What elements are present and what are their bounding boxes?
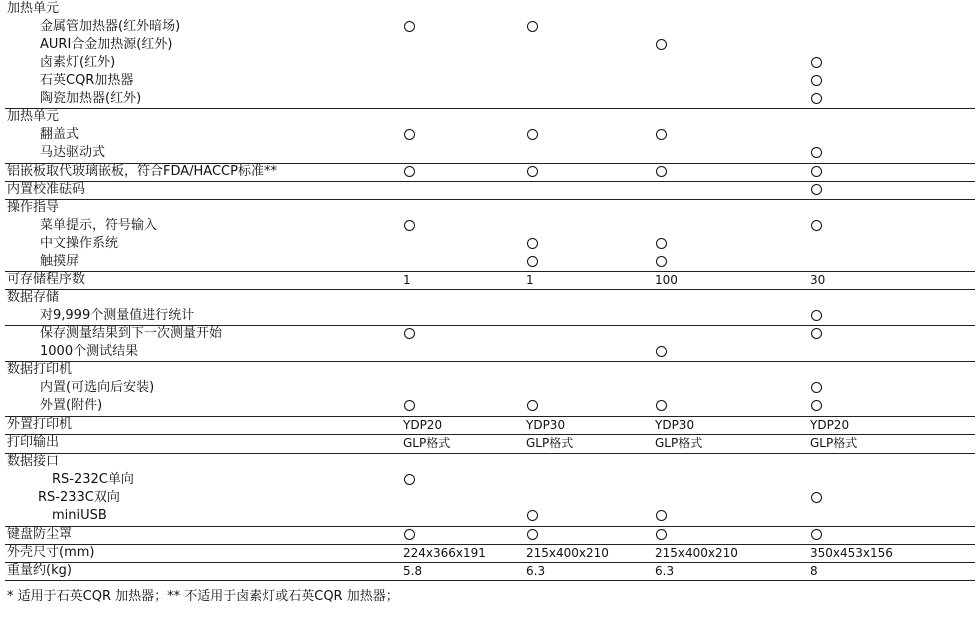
table-row bbox=[0, 199, 978, 217]
table-cell: YDP30 bbox=[655, 418, 695, 432]
row-label: 外壳尺寸(mm) bbox=[7, 545, 95, 560]
availability-circle-icon bbox=[811, 93, 822, 104]
row-label: 对9,999个测量值进行统计 bbox=[40, 308, 195, 323]
availability-circle-icon bbox=[527, 21, 538, 32]
availability-circle-icon bbox=[404, 129, 415, 140]
availability-circle-icon bbox=[656, 166, 667, 177]
table-row bbox=[0, 36, 978, 54]
row-divider bbox=[5, 580, 975, 581]
table-cell: GLP格式 bbox=[526, 436, 574, 450]
row-label: 加热单元 bbox=[7, 1, 60, 16]
availability-circle-icon bbox=[527, 129, 538, 140]
availability-circle-icon bbox=[527, 166, 538, 177]
row-label: 操作指导 bbox=[7, 200, 60, 215]
row-label: 保存测量结果到下一次测量开始 bbox=[40, 326, 223, 341]
table-row bbox=[0, 471, 978, 489]
table-row bbox=[0, 235, 978, 253]
availability-circle-icon bbox=[811, 400, 822, 411]
table-row bbox=[0, 343, 978, 361]
availability-circle-icon bbox=[811, 529, 822, 540]
row-label: 内置(可选向后安装) bbox=[40, 380, 155, 395]
table-row bbox=[0, 434, 978, 452]
availability-circle-icon bbox=[656, 238, 667, 249]
table-row bbox=[0, 90, 978, 108]
table-row bbox=[0, 416, 978, 434]
row-label: 卤素灯(红外) bbox=[40, 55, 116, 70]
availability-circle-icon bbox=[811, 147, 822, 158]
table-cell: YDP20 bbox=[810, 418, 850, 432]
table-cell: 6.3 bbox=[526, 564, 546, 578]
table-row bbox=[0, 18, 978, 36]
table-cell: GLP格式 bbox=[655, 436, 703, 450]
row-label: 打印输出 bbox=[7, 435, 60, 450]
table-row bbox=[0, 453, 978, 471]
availability-circle-icon bbox=[656, 129, 667, 140]
table-cell: GLP格式 bbox=[810, 436, 858, 450]
row-label: 数据接口 bbox=[7, 454, 60, 469]
table-row bbox=[0, 397, 978, 415]
availability-circle-icon bbox=[404, 400, 415, 411]
footnote: * 适用于石英CQR 加热器；** 不适用于卤素灯或石英CQR 加热器； bbox=[7, 589, 399, 604]
availability-circle-icon bbox=[811, 184, 822, 195]
availability-circle-icon bbox=[404, 529, 415, 540]
row-label: 中文操作系统 bbox=[40, 236, 119, 251]
table-cell: 6.3 bbox=[655, 564, 675, 578]
table-row bbox=[0, 507, 978, 525]
table-row bbox=[0, 325, 978, 343]
row-label: 铝嵌板取代玻璃嵌板，符合FDA/HACCP标准** bbox=[7, 164, 277, 179]
availability-circle-icon bbox=[656, 39, 667, 50]
table-row bbox=[0, 361, 978, 379]
availability-circle-icon bbox=[811, 220, 822, 231]
table-cell: 224x366x191 bbox=[403, 546, 486, 560]
row-label: 1000个测试结果 bbox=[40, 344, 139, 359]
table-row bbox=[0, 108, 978, 126]
availability-circle-icon bbox=[811, 382, 822, 393]
table-row bbox=[0, 379, 978, 397]
row-label: 内置校准砝码 bbox=[7, 182, 86, 197]
table-row bbox=[0, 126, 978, 144]
row-label: 触摸屏 bbox=[40, 254, 80, 269]
row-label: 金属管加热器(红外暗场) bbox=[40, 19, 181, 34]
table-row bbox=[0, 217, 978, 235]
row-label: 外置打印机 bbox=[7, 417, 73, 432]
row-label: miniUSB bbox=[52, 508, 107, 523]
row-label: RS-233C双向 bbox=[38, 490, 120, 505]
availability-circle-icon bbox=[811, 75, 822, 86]
availability-circle-icon bbox=[656, 529, 667, 540]
table-row bbox=[0, 489, 978, 507]
row-label: 键盘防尘罩 bbox=[7, 527, 73, 542]
availability-circle-icon bbox=[527, 510, 538, 521]
table-cell: 8 bbox=[810, 564, 818, 578]
availability-circle-icon bbox=[527, 238, 538, 249]
table-row bbox=[0, 54, 978, 72]
availability-circle-icon bbox=[656, 510, 667, 521]
availability-circle-icon bbox=[404, 166, 415, 177]
availability-circle-icon bbox=[656, 346, 667, 357]
table-cell: YDP20 bbox=[403, 418, 443, 432]
table-row bbox=[0, 271, 978, 289]
row-label: 马达驱动式 bbox=[40, 145, 106, 160]
row-label: RS-232C单向 bbox=[52, 472, 134, 487]
availability-circle-icon bbox=[404, 474, 415, 485]
table-cell: 1 bbox=[526, 273, 534, 287]
availability-circle-icon bbox=[527, 256, 538, 267]
row-label: 外置(附件) bbox=[40, 398, 103, 413]
row-label: 加热单元 bbox=[7, 109, 60, 124]
table-row bbox=[0, 72, 978, 90]
availability-circle-icon bbox=[811, 328, 822, 339]
table-row bbox=[0, 544, 978, 562]
row-label: 菜单提示，符号输入 bbox=[40, 218, 158, 233]
row-label: 数据打印机 bbox=[7, 362, 73, 377]
availability-circle-icon bbox=[811, 166, 822, 177]
table-row bbox=[0, 163, 978, 181]
table-cell: 30 bbox=[810, 273, 826, 287]
table-cell: 215x400x210 bbox=[655, 546, 738, 560]
availability-circle-icon bbox=[811, 492, 822, 503]
row-label: 数据存储 bbox=[7, 290, 60, 305]
table-row bbox=[0, 0, 978, 18]
availability-circle-icon bbox=[527, 400, 538, 411]
availability-circle-icon bbox=[656, 400, 667, 411]
row-label: 可存储程序数 bbox=[7, 272, 86, 287]
availability-circle-icon bbox=[811, 57, 822, 68]
row-label: 翻盖式 bbox=[40, 127, 80, 142]
table-row bbox=[0, 307, 978, 325]
table-cell: YDP30 bbox=[526, 418, 566, 432]
table-row bbox=[0, 181, 978, 199]
table-cell: 100 bbox=[655, 273, 678, 287]
table-row bbox=[0, 289, 978, 307]
table-cell: 350x453x156 bbox=[810, 546, 893, 560]
table-row bbox=[0, 526, 978, 544]
row-label: 重量约(kg) bbox=[7, 563, 72, 578]
table-cell: 1 bbox=[403, 273, 411, 287]
row-label: 石英CQR加热器 bbox=[40, 73, 134, 88]
availability-circle-icon bbox=[404, 220, 415, 231]
row-label: 陶瓷加热器(红外) bbox=[40, 91, 142, 106]
availability-circle-icon bbox=[656, 256, 667, 267]
availability-circle-icon bbox=[404, 21, 415, 32]
availability-circle-icon bbox=[404, 328, 415, 339]
availability-circle-icon bbox=[811, 310, 822, 321]
availability-circle-icon bbox=[527, 529, 538, 540]
table-cell: 215x400x210 bbox=[526, 546, 609, 560]
table-row bbox=[0, 144, 978, 162]
table-cell: 5.8 bbox=[403, 564, 423, 578]
row-label: AURI合金加热源(红外) bbox=[40, 37, 173, 52]
table-row bbox=[0, 253, 978, 271]
table-row bbox=[0, 562, 978, 580]
table-cell: GLP格式 bbox=[403, 436, 451, 450]
